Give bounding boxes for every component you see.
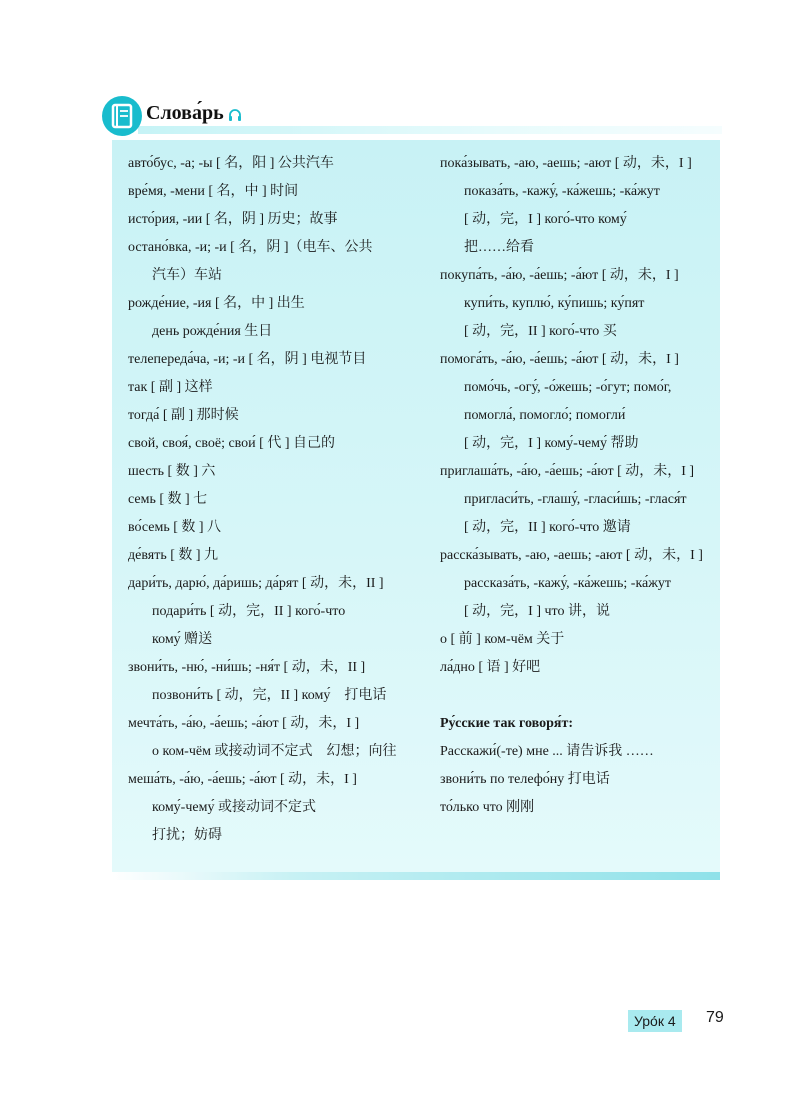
vocab-entry-continuation: день рожде́ния 生日: [152, 324, 273, 339]
page-number: 79: [706, 1009, 724, 1026]
vocab-entry: исто́рия, -ии [ 名，阴 ] 历史；故事: [128, 212, 338, 227]
vocab-entry: семь [ 数 ] 七: [128, 492, 208, 507]
vocab-entry: о [ 前 ] ком-чём 关于: [440, 632, 565, 647]
vocab-entry-continuation: подари́ть [ 动，完，II ] кого́-что: [152, 604, 346, 619]
vocab-entry: тогда́ [ 副 ] 那时候: [128, 408, 239, 423]
vocab-entry: меша́ть, -а́ю, -а́ешь; -а́ют [ 动，未，I ]: [128, 772, 357, 787]
vocabulary-left-column: [128, 150, 428, 850]
vocabulary-header: [102, 96, 722, 136]
vocab-entry: шесть [ 数 ] 六: [128, 464, 216, 479]
headphones-icon[interactable]: [228, 108, 242, 122]
vocab-entry-continuation: [ 动，完，II ] кого́-что 买: [464, 324, 617, 339]
phrase-item: звони́ть по телефо́ну 打电话: [440, 772, 610, 787]
vocab-entry-continuation: 打扰；妨碍: [152, 828, 222, 843]
vocab-entry-continuation: [ 动，完，II ] кого́-что 邀请: [464, 520, 631, 535]
vocab-entry-continuation: 把……给看: [464, 240, 534, 255]
vocab-entry: звони́ть, -ню́, -ни́шь; -ня́т [ 动，未，II ]: [128, 660, 366, 675]
phrase-item: Расскажи́(-те) мне ... 请告诉我 ……: [440, 744, 654, 759]
vocab-entry-continuation: кому́ 赠送: [152, 632, 213, 647]
vocab-entry: остано́вка, -и; -и [ 名，阴 ]（电车、公共: [128, 240, 373, 255]
vocab-entry-continuation: [ 动，完，I ] что 讲，说: [464, 604, 610, 619]
vocab-entry: мечта́ть, -а́ю, -а́ешь; -а́ют [ 动，未，I ]: [128, 716, 360, 731]
vocab-entry: приглаша́ть, -а́ю, -а́ешь; -а́ют [ 动，未，I ]: [440, 464, 695, 479]
page-title: Слова́рь: [146, 102, 224, 124]
vocab-entry: свой, своя́, своё; свои́ [ 代 ] 自己的: [128, 436, 335, 451]
panel-bottom-bar: [112, 872, 720, 880]
vocab-entry-continuation: купи́ть, куплю́, ку́пишь; ку́пят: [464, 296, 645, 311]
vocab-entry-continuation: 汽车）车站: [152, 268, 222, 283]
vocab-entry: рожде́ние, -ия [ 名，中 ] 出生: [128, 296, 305, 311]
vocab-entry: де́вять [ 数 ] 九: [128, 548, 219, 563]
vocab-entry: помога́ть, -а́ю, -а́ешь; -а́ют [ 动，未，I ]: [440, 352, 679, 367]
vocab-entry-continuation: [ 动，完，I ] кого́-что кому́: [464, 212, 627, 227]
vocab-entry: расска́зывать, -аю, -аешь; -ают [ 动，未，I ]: [440, 548, 703, 563]
vocab-entry: вре́мя, -мени [ 名，中 ] 时间: [128, 184, 299, 199]
vocab-entry-continuation: помо́чь, -огу́, -о́жешь; -о́гут; помо́г,: [464, 380, 672, 395]
vocab-entry: телепереда́ча, -и; -и [ 名，阴 ] 电视节目: [128, 352, 367, 367]
vocab-entry: так [ 副 ] 这样: [128, 380, 213, 395]
lesson-label: Уро́к 4: [628, 1010, 682, 1032]
vocab-entry-continuation: [ 动，完，I ] кому́-чему́ 帮助: [464, 436, 639, 451]
vocab-entry-continuation: помогла́, помогло́; помогли́: [464, 408, 626, 423]
vocab-entry: покупа́ть, -а́ю, -а́ешь; -а́ют [ 动，未，I ]: [440, 268, 679, 283]
vocab-entry-continuation: рассказа́ть, -кажу́, -ка́жешь; -ка́жут: [464, 576, 672, 591]
vocab-entry: дари́ть, дарю́, да́ришь; да́рят [ 动，未，II ]: [128, 576, 384, 591]
vocab-entry: ла́дно [ 语 ] 好吧: [440, 660, 541, 675]
phrases-title: Ру́сские так говоря́т:: [440, 716, 574, 731]
vocab-entry: во́семь [ 数 ] 八: [128, 520, 222, 535]
phrase-item: то́лько что 刚刚: [440, 800, 535, 815]
vocab-entry-continuation: позвони́ть [ 动，完，II ] кому́ 打电话: [152, 688, 387, 703]
vocab-entry-continuation: пригласи́ть, -глашу́, -гласи́шь; -глася́т: [464, 492, 687, 507]
header-bar: [138, 126, 722, 134]
vocab-entry-continuation: о ком-чём 或接动词不定式 幻想；向往: [152, 744, 397, 759]
vocab-entry: пока́зывать, -аю, -аешь; -ают [ 动，未，I ]: [440, 156, 692, 171]
vocab-entry-continuation: показа́ть, -кажу́, -ка́жешь; -ка́жут: [464, 184, 660, 199]
vocab-entry: авто́бус, -а; -ы [ 名，阳 ] 公共汽车: [128, 156, 334, 171]
vocab-entry-continuation: кому́-чему́ 或接动词不定式: [152, 800, 316, 815]
book-icon: [102, 96, 142, 136]
vocabulary-right-column: [440, 150, 720, 822]
section-gap: [440, 682, 720, 710]
